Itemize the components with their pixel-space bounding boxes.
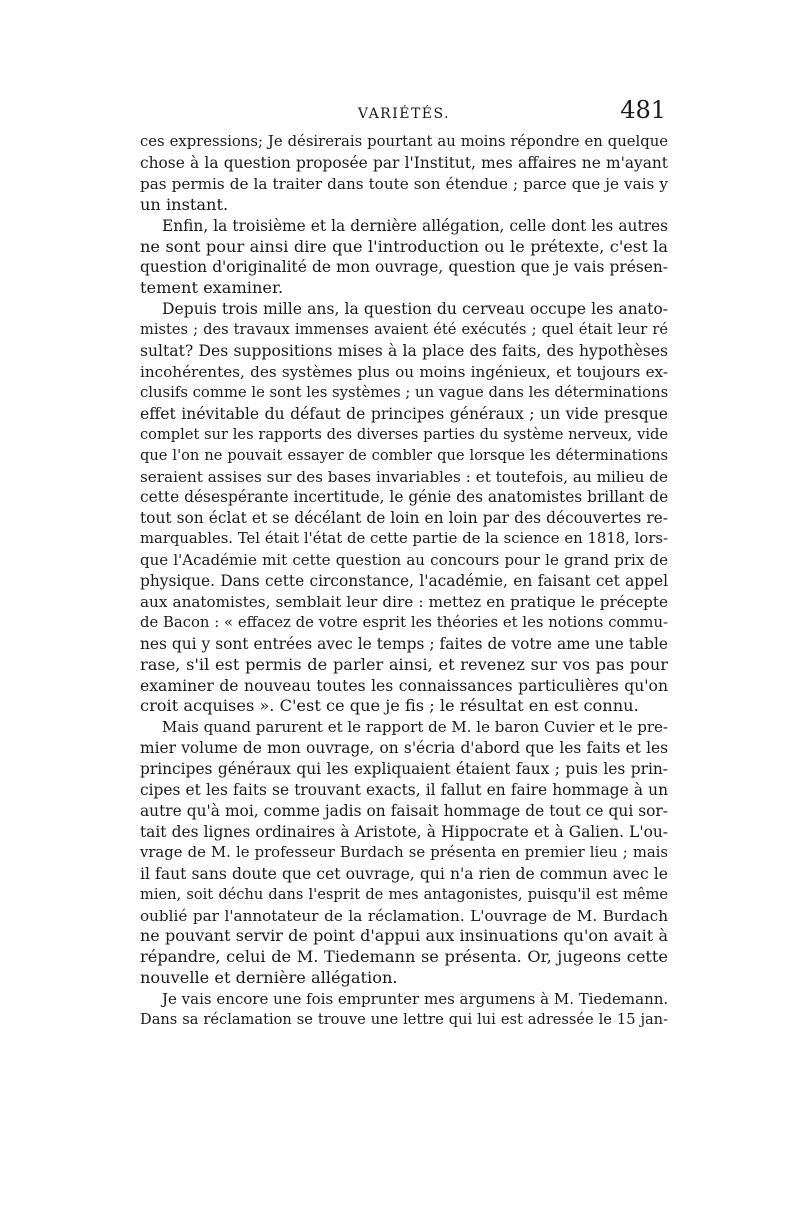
text-line: examiner de nouveau toutes les connaissances particulières qu'on — [140, 676, 668, 695]
text-line: ne sont pour ainsi dire que l'introduction ou le prétexte, c'est la — [140, 236, 668, 256]
text-line: Dans sa réclamation se trouve une lettre qui lui est adressée le 15 jan- — [140, 1011, 668, 1029]
text-line: effet inévitable du défaut de principes généraux ; un vide presque — [140, 404, 668, 423]
text-line: marquables. Tel était l'état de cette partie de la science en 1818, lors- — [140, 530, 668, 548]
text-line: autre qu'à moi, comme jadis on faisait hommage de tout ce qui sor- — [140, 802, 668, 820]
text-line: nouvelle et dernière allégation. — [140, 968, 398, 988]
text-line: question d'originalité de mon ouvrage, question que je vais présen- — [140, 258, 668, 277]
text-line: mien, soit déchu dans l'esprit de mes antagonistes, puisqu'il est même — [140, 885, 668, 903]
text-line: seraient assises sur des bases invariables : et toutefois, au milieu de — [140, 467, 668, 486]
text-line: mistes ; des travaux immenses avaient été exécutés ; quel était leur ré — [140, 321, 668, 339]
text-line: chose à la question proposée par l'Institut, mes affaires ne m'ayant — [140, 153, 668, 172]
text-line: il faut sans doute que cet ouvrage, qui n'a rien de commun avec le — [140, 864, 668, 883]
text-line: de Bacon : « effacez de votre esprit les théories et les notions commu- — [140, 613, 668, 631]
text-line: rase, s'il est permis de parler ainsi, et revenez sur vos pas pour — [140, 654, 668, 674]
text-line: cette désespérante incertitude, le génie des anatomistes brillant de — [140, 488, 669, 507]
text-line: pas permis de la traiter dans toute son étendue ; parce que je vais y — [140, 174, 668, 193]
body-text — [140, 132, 668, 1031]
text-line: que l'Académie mit cette question au concours pour le grand prix de — [140, 551, 668, 570]
text-line: que l'on ne pouvait essayer de combler que lorsque les déterminations — [140, 446, 668, 464]
text-line: un instant. — [140, 194, 229, 214]
text-line: Je vais encore une fois emprunter mes argumens à M. Tiedemann. — [162, 990, 669, 1009]
text-line: vrage de M. le professeur Burdach se présenta en premier lieu ; mais — [140, 843, 668, 861]
text-line: incohérentes, des systèmes plus ou moins ingénieux, et toujours ex- — [140, 362, 668, 381]
text-line: tout son éclat et se décélant de loin en loin par des découvertes re- — [140, 509, 668, 528]
text-line: tait des lignes ordinaires à Aristote, à Hippocrate et à Galien. L'ou- — [140, 822, 668, 841]
text-line: principes généraux qui les expliquaient étaient faux ; puis les prin- — [140, 760, 668, 779]
text-line: nes qui y sont entrées avec le temps ; faites de votre ame une table — [140, 634, 668, 653]
running-head: VARIÉTÉS. — [357, 106, 451, 122]
text-line: tement examiner. — [140, 278, 284, 298]
text-line: ces expressions; Je désirerais pourtant au moins répondre en quelque — [140, 133, 668, 150]
text-line: ne pouvant servir de point d'appui aux insinuations qu'on avait à — [140, 926, 668, 946]
page-header — [140, 96, 668, 132]
text-line: Mais quand parurent et le rapport de M. le baron Cuvier et le pre- — [162, 718, 668, 737]
page-number: 481 — [620, 96, 666, 124]
text-line: Depuis trois mille ans, la question du cerveau occupe les anato- — [162, 300, 668, 319]
text-line: physique. Dans cette circonstance, l'académie, en faisant cet appel — [140, 572, 668, 591]
book-page — [140, 96, 669, 1031]
text-line: sultat? Des suppositions mises à la place des faits, des hypothèses — [140, 342, 668, 361]
text-line: croit acquises ». C'est ce que je fis ; le résultat en est connu. — [140, 696, 639, 716]
text-line: oublié par l'annotateur de la réclamation. L'ouvrage de M. Burdach — [140, 906, 668, 925]
text-line: Enfin, la troisième et la dernière allégation, celle dont les autres — [162, 216, 668, 235]
text-line: mier volume de mon ouvrage, on s'écria d'abord que les faits et les — [140, 739, 668, 758]
text-line: cipes et les faits se trouvant exacts, il fallut en faire hommage à un — [140, 781, 668, 800]
text-line: clusifs comme le sont les systèmes ; un vague dans les déterminations — [140, 383, 669, 401]
text-line: répandre, celui de M. Tiedemann se présenta. Or, jugeons cette — [140, 947, 668, 967]
text-line: aux anatomistes, semblait leur dire : mettez en pratique le précepte — [140, 592, 668, 611]
text-line: complet sur les rapports des diverses parties du système nerveux, vide — [140, 425, 668, 443]
